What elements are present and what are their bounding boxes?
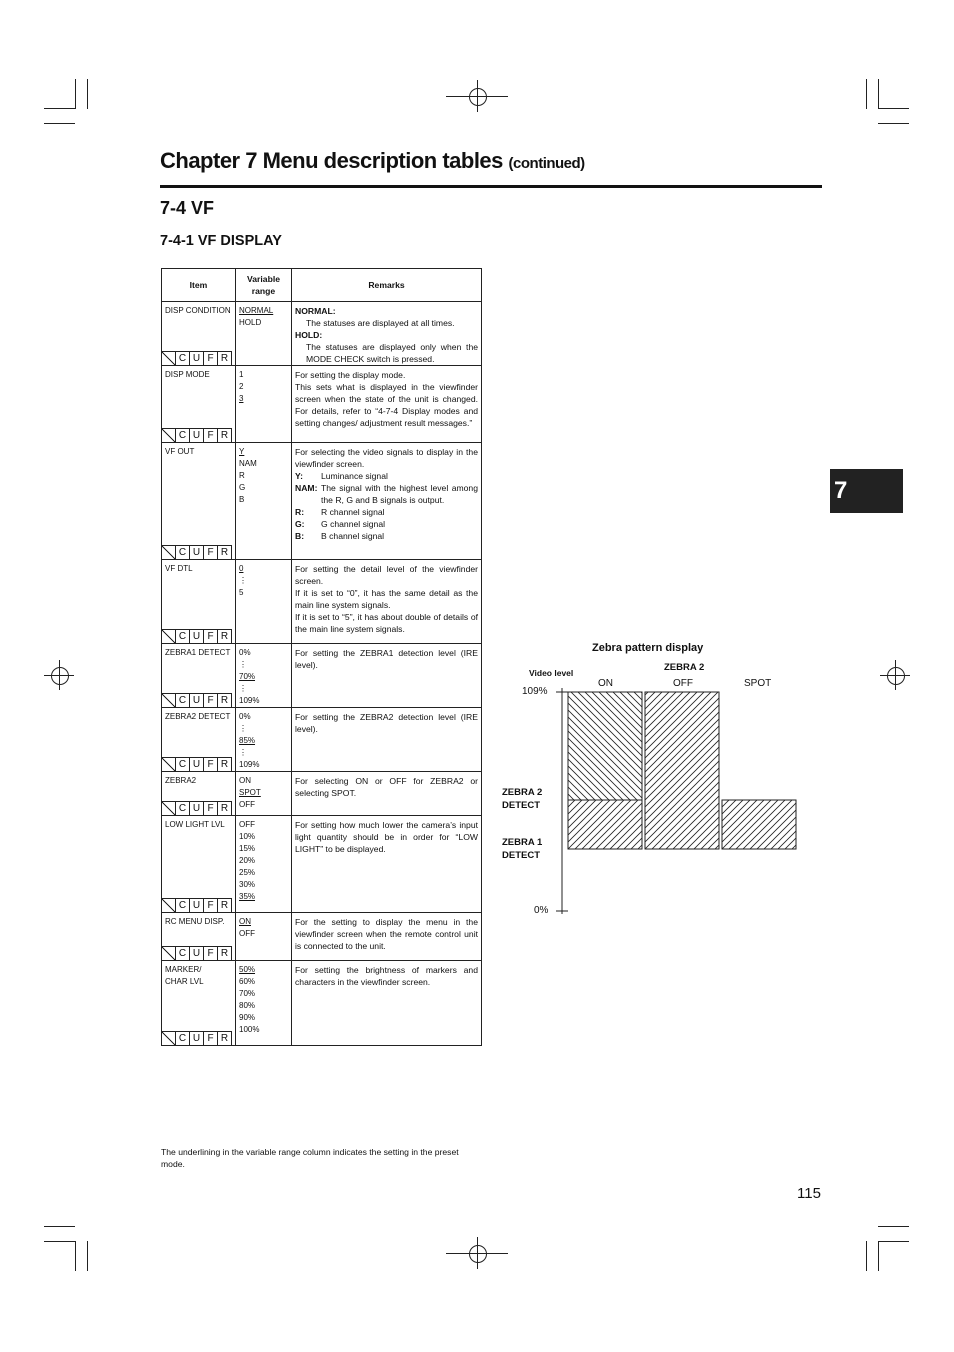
cufr-flags xyxy=(162,545,232,559)
cufr-diagonal xyxy=(162,428,176,442)
cufr-diagonal xyxy=(162,545,176,559)
cufr-flags xyxy=(162,898,232,912)
remark-text: For setting the ZEBRA2 detection level (IRE level). xyxy=(295,712,478,734)
cufr-letter: F xyxy=(204,898,218,912)
range-value: 85% xyxy=(239,736,256,745)
range-value: NORMAL xyxy=(239,306,274,315)
cufr-letter: F xyxy=(204,693,218,707)
cufr-letter: F xyxy=(204,351,218,365)
table-row xyxy=(162,772,482,816)
range-value: 25% xyxy=(239,868,256,877)
range-value: Y xyxy=(239,447,245,456)
range-value: 35% xyxy=(239,892,256,901)
chapter-continued: (continued) xyxy=(508,155,585,172)
item-cell xyxy=(162,913,236,961)
range-value: 60% xyxy=(239,977,256,986)
item-name: ZEBRA1 DETECT xyxy=(165,648,231,657)
zebra-title: Zebra pattern display xyxy=(592,642,704,654)
vf-out-intro: For selecting the video signals to display in the viewfinder screen. xyxy=(295,447,478,469)
table-row xyxy=(162,443,482,560)
cufr-diagonal xyxy=(162,801,176,815)
cufr-flags xyxy=(162,946,232,960)
cufr-letter: R xyxy=(218,693,232,707)
cufr-letter: F xyxy=(204,946,218,960)
table-row xyxy=(162,644,482,708)
range-value: R xyxy=(239,471,245,480)
range-value: 109% xyxy=(239,696,260,705)
zebra-on-lower xyxy=(568,800,642,849)
range-value: 30% xyxy=(239,880,256,889)
signal-desc: G channel signal xyxy=(321,519,386,529)
cufr-letter: R xyxy=(218,801,232,815)
cufr-flags xyxy=(162,757,232,771)
cufr-letter: C xyxy=(176,629,190,643)
range-cell xyxy=(236,302,292,366)
table-row xyxy=(162,913,482,961)
range-value: G xyxy=(239,483,246,492)
cufr-letter: C xyxy=(176,545,190,559)
cufr-letter: F xyxy=(204,1031,218,1045)
range-value: ⋮ xyxy=(239,748,247,757)
normal-label: NORMAL: xyxy=(295,306,336,316)
range-value: ⋮ xyxy=(239,660,247,669)
cufr-flags xyxy=(162,801,232,815)
cufr-letter: R xyxy=(218,1031,232,1045)
signal-key: R: xyxy=(295,507,305,517)
range-cell xyxy=(236,961,292,1046)
remarks-cell xyxy=(292,644,482,708)
range-value: 109% xyxy=(239,760,260,769)
range-value: OFF xyxy=(239,929,255,938)
range-value: 5 xyxy=(239,588,244,597)
cufr-letter: U xyxy=(190,545,204,559)
cufr-diagonal xyxy=(162,946,176,960)
item-cell xyxy=(162,443,236,560)
chapter-tab: 7 xyxy=(830,469,903,513)
remark-text: For selecting ON or OFF for ZEBRA2 or selecting SPOT. xyxy=(295,776,478,798)
cufr-diagonal xyxy=(162,629,176,643)
range-value: HOLD xyxy=(239,318,262,327)
hold-label: HOLD: xyxy=(295,330,323,340)
cufr-letter: C xyxy=(176,351,190,365)
range-cell xyxy=(236,560,292,644)
remarks-cell xyxy=(292,708,482,772)
item-cell xyxy=(162,816,236,913)
cufr-letter: R xyxy=(218,428,232,442)
item-name: RC MENU DISP. xyxy=(165,917,225,926)
range-cell xyxy=(236,443,292,560)
cufr-letter: R xyxy=(218,757,232,771)
vf-display-table xyxy=(161,268,482,1046)
item-name: LOW LIGHT LVL xyxy=(165,820,225,829)
zebra-spot-block xyxy=(722,800,796,849)
cufr-letter: U xyxy=(190,946,204,960)
table-row xyxy=(162,366,482,443)
cufr-flags xyxy=(162,351,232,365)
remarks-cell xyxy=(292,560,482,644)
cufr-diagonal xyxy=(162,1031,176,1045)
range-value: ⋮ xyxy=(239,684,247,693)
table-row xyxy=(162,708,482,772)
remark-text: For setting the display mode. This sets what is displayed in the viewfinder screen when the state of the unit is changed. For details, refer to “4-7-4 Display modes and setting changes/ adjustment result messages.” xyxy=(295,370,478,428)
cufr-letter: U xyxy=(190,351,204,365)
cufr-letter: F xyxy=(204,801,218,815)
normal-text: The statuses are displayed at all times. xyxy=(306,318,455,328)
zebra2-detect-label: ZEBRA 2 DETECT xyxy=(502,787,543,811)
col-spot-label: SPOT xyxy=(744,678,772,689)
item-cell xyxy=(162,644,236,708)
zebra-on-upper xyxy=(568,692,642,800)
cufr-diagonal xyxy=(162,351,176,365)
item-cell xyxy=(162,560,236,644)
remark-text: For setting how much lower the camera’s input light quantity should be in order for “LOW LIGHT” to be displayed. xyxy=(295,820,478,854)
table-row xyxy=(162,560,482,644)
cufr-letter: U xyxy=(190,629,204,643)
range-value: 90% xyxy=(239,1013,256,1022)
range-value: 20% xyxy=(239,856,256,865)
header-range: Variable range xyxy=(236,269,292,302)
range-value: 50% xyxy=(239,965,256,974)
cufr-letter: C xyxy=(176,428,190,442)
item-cell xyxy=(162,772,236,816)
col-on-label: ON xyxy=(598,678,613,689)
page-number: 115 xyxy=(797,1185,821,1202)
video-level-label: Video level xyxy=(529,668,574,678)
range-value: 0 xyxy=(239,564,244,573)
remark-text: For setting the ZEBRA1 detection level (IRE level). xyxy=(295,648,478,670)
cufr-letter: R xyxy=(218,545,232,559)
zebra-off-block xyxy=(645,692,719,849)
zebra-pattern-diagram xyxy=(550,685,810,920)
range-value: OFF xyxy=(239,800,255,809)
cufr-diagonal xyxy=(162,898,176,912)
range-value: 3 xyxy=(239,394,244,403)
range-value: 0% xyxy=(239,712,251,721)
zebra2-header: ZEBRA 2 xyxy=(664,662,705,673)
item-cell xyxy=(162,961,236,1046)
range-value: B xyxy=(239,495,245,504)
range-cell xyxy=(236,708,292,772)
zebra1-detect-label: ZEBRA 1 DETECT xyxy=(502,837,543,861)
cufr-letter: R xyxy=(218,629,232,643)
y-top-label: 109% xyxy=(522,686,548,697)
chapter-title: Chapter 7 Menu description tables (continued) xyxy=(160,148,585,173)
cufr-diagonal xyxy=(162,757,176,771)
range-cell xyxy=(236,772,292,816)
remark-text: For setting the brightness of markers and characters in the viewfinder screen. xyxy=(295,965,478,987)
signal-desc: B channel signal xyxy=(321,531,385,541)
item-name: VF DTL xyxy=(165,564,193,573)
remarks-cell xyxy=(292,302,482,366)
item-name: DISP MODE xyxy=(165,370,210,379)
y-bottom-label: 0% xyxy=(534,905,549,916)
range-cell xyxy=(236,366,292,443)
item-cell xyxy=(162,708,236,772)
cufr-letter: C xyxy=(176,801,190,815)
remarks-cell xyxy=(292,816,482,913)
item-name: ZEBRA2 DETECT xyxy=(165,712,231,721)
item-cell xyxy=(162,302,236,366)
range-value: 10% xyxy=(239,832,256,841)
range-value: 15% xyxy=(239,844,256,853)
range-value: ON xyxy=(239,776,251,785)
range-value: 70% xyxy=(239,672,256,681)
footnote: The underlining in the variable range column indicates the setting in the preset mode. xyxy=(161,1147,459,1169)
signal-desc: The signal with the highest level among the R, G and B signals is output. xyxy=(321,483,478,505)
col-off-label: OFF xyxy=(673,678,693,689)
range-cell xyxy=(236,913,292,961)
remark-text: For the setting to display the menu in the viewfinder screen when the remote control unit is connected to the unit. xyxy=(295,917,478,951)
cufr-letter: C xyxy=(176,693,190,707)
signal-key: Y: xyxy=(295,471,303,481)
cufr-letter: F xyxy=(204,757,218,771)
cufr-letter: U xyxy=(190,1031,204,1045)
cufr-letter: U xyxy=(190,693,204,707)
range-cell xyxy=(236,644,292,708)
range-value: SPOT xyxy=(239,788,261,797)
range-value: NAM xyxy=(239,459,257,468)
item-name: MARKER/ CHAR LVL xyxy=(165,965,204,986)
cufr-letter: R xyxy=(218,351,232,365)
range-value: 1 xyxy=(239,370,244,379)
cufr-flags xyxy=(162,428,232,442)
cufr-letter: F xyxy=(204,545,218,559)
signal-key: NAM: xyxy=(295,483,318,493)
signal-desc: Luminance signal xyxy=(321,471,388,481)
section-title: 7-4 VF xyxy=(160,198,215,218)
table-row xyxy=(162,302,482,366)
range-value: 0% xyxy=(239,648,251,657)
cufr-letter: C xyxy=(176,946,190,960)
cufr-flags xyxy=(162,693,232,707)
title-rule xyxy=(160,185,822,188)
cufr-letter: C xyxy=(176,1031,190,1045)
range-value: ⋮ xyxy=(239,724,247,733)
cufr-letter: C xyxy=(176,898,190,912)
cufr-flags xyxy=(162,629,232,643)
cufr-flags xyxy=(162,1031,232,1045)
item-name: VF OUT xyxy=(165,447,195,456)
table-row xyxy=(162,816,482,913)
remarks-cell xyxy=(292,443,482,560)
remarks-cell xyxy=(292,913,482,961)
range-value: 2 xyxy=(239,382,244,391)
cufr-letter: R xyxy=(218,898,232,912)
cufr-diagonal xyxy=(162,693,176,707)
remarks-cell xyxy=(292,366,482,443)
signal-desc: R channel signal xyxy=(321,507,385,517)
cufr-letter: U xyxy=(190,801,204,815)
cufr-letter: U xyxy=(190,428,204,442)
header-item: Item xyxy=(162,269,236,302)
remarks-cell xyxy=(292,961,482,1046)
remarks-cell xyxy=(292,772,482,816)
vf-dtl-remark: For setting the detail level of the viewfinder screen. If it is set to “0”, it has the same detail as the main line system signals. If it is set to “5”, it has about double of details of the main line system signals. xyxy=(295,564,478,634)
table-row xyxy=(162,961,482,1046)
item-name: ZEBRA2 xyxy=(165,776,197,785)
cufr-letter: C xyxy=(176,757,190,771)
item-name: DISP CONDITION xyxy=(165,306,231,315)
cufr-letter: R xyxy=(218,946,232,960)
range-value: 80% xyxy=(239,1001,256,1010)
cufr-letter: F xyxy=(204,428,218,442)
cufr-letter: F xyxy=(204,629,218,643)
hold-text: The statuses are displayed only when the MODE CHECK switch is pressed. xyxy=(306,342,478,364)
table-header xyxy=(162,269,482,302)
header-remarks: Remarks xyxy=(292,269,482,302)
range-value: OFF xyxy=(239,820,255,829)
range-value: 70% xyxy=(239,989,256,998)
item-cell xyxy=(162,366,236,443)
range-value: ON xyxy=(239,917,251,926)
cufr-letter: U xyxy=(190,757,204,771)
signal-key: G: xyxy=(295,519,305,529)
range-cell xyxy=(236,816,292,913)
signal-key: B: xyxy=(295,531,305,541)
range-value: ⋮ xyxy=(239,576,247,585)
subsection-title: 7-4-1 VF DISPLAY xyxy=(160,233,282,249)
cufr-letter: U xyxy=(190,898,204,912)
range-value: 100% xyxy=(239,1025,260,1034)
